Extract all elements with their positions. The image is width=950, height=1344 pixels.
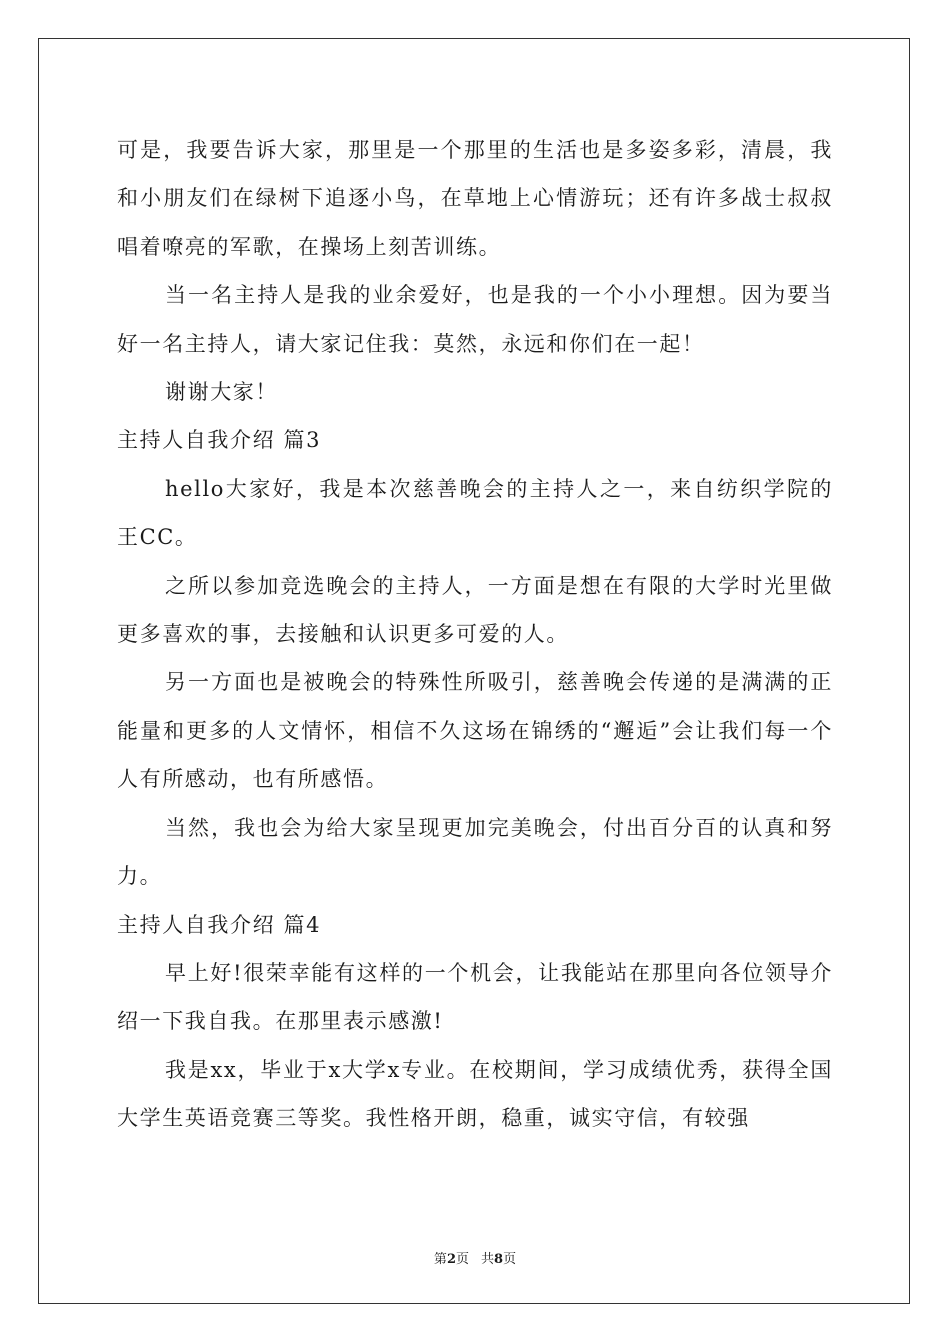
total-prefix: 共 xyxy=(481,1252,495,1267)
paragraph: 当一名主持人是我的业余爱好，也是我的一个小小理想。因为要当好一名主持人，请大家记住我：莫然，永远和你们在一起！ xyxy=(117,283,833,356)
document-body xyxy=(117,126,833,1143)
paragraph: 谢谢大家！ xyxy=(165,380,278,405)
paragraph: 当然，我也会为给大家呈现更加完美晚会，付出百分百的认真和努力。 xyxy=(117,815,833,889)
total-suffix: 页 xyxy=(503,1252,517,1267)
current-page-number: 2 xyxy=(446,1252,456,1267)
paragraph: 另一方面也是被晚会的特殊性所吸引，慈善晚会传递的是满满的正能量和更多的人文情怀，相信不久这场在锦绣的“邂逅”会让我们每一个人有所感动，也有所感悟。 xyxy=(117,670,833,792)
section-heading: 主持人自我介绍 篇4 xyxy=(117,912,322,937)
paragraph: 我是xx，毕业于x大学x专业。在校期间，学习成绩优秀，获得全国大学生英语竞赛三等奖。我性格开朗，稳重，诚实守信，有较强 xyxy=(117,1057,833,1131)
paragraph: 早上好!很荣幸能有这样的一个机会，让我能站在那里向各位领导介绍一下我自我。在那里表示感激! xyxy=(117,960,833,1034)
page-footer xyxy=(0,1248,950,1267)
paragraph: hello大家好，我是本次慈善晚会的主持人之一，来自纺织学院的王CC。 xyxy=(117,476,833,550)
total-page-number: 8 xyxy=(494,1252,504,1267)
page-suffix: 页 xyxy=(455,1252,469,1267)
page-prefix: 第 xyxy=(433,1252,447,1267)
paragraph: 之所以参加竞选晚会的主持人，一方面是想在有限的大学时光里做更多喜欢的事，去接触和认识更多可爱的人。 xyxy=(117,573,833,647)
paragraph: 可是，我要告诉大家，那里是一个那里的生活也是多姿多彩，清晨，我和小朋友们在绿树下追逐小鸟，在草地上心情游玩；还有许多战士叔叔唱着嘹亮的军歌，在操场上刻苦训练。 xyxy=(117,138,833,259)
section-heading: 主持人自我介绍 篇3 xyxy=(117,428,322,453)
